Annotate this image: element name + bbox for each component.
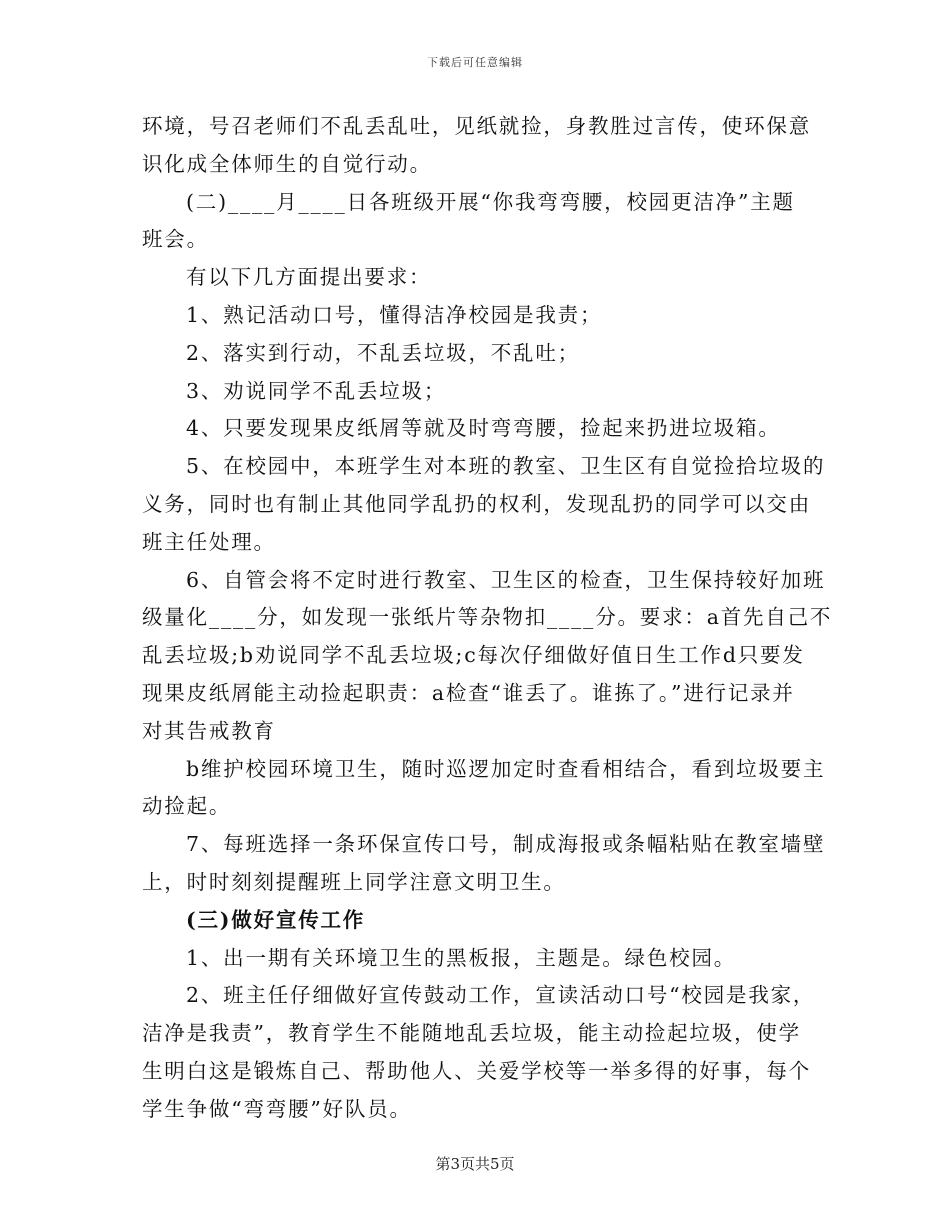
list-item: 2、落实到行动，不乱丢垃圾，不乱吐； <box>186 340 580 365</box>
page-footer: 第3页共5页 <box>435 1155 515 1173</box>
text-line: 义务，同时也有制止其他同学乱扔的权利，发现乱扔的同学可以交由 <box>142 491 811 516</box>
text-line: 级量化____分，如发现一张纸片等杂物扣____分。要求：a首先自己不 <box>142 605 833 630</box>
text-line: 现果皮纸屑能主动捡起职责：a检查“谁丢了。谁拣了。”进行记录并 <box>142 680 795 705</box>
text-line: (二)____月____日各班级开展“你我弯弯腰，校园更洁净”主题 <box>186 189 795 214</box>
text-line: 识化成全体师生的自觉行动。 <box>142 151 432 176</box>
text-line: 乱丢垃圾;b劝说同学不乱丢垃圾;c每次仔细做好值日生工作d只要发 <box>142 643 805 668</box>
list-item: 4、只要发现果皮纸屑等就及时弯弯腰，捡起来扔进垃圾箱。 <box>186 416 781 441</box>
text-line: 洁净是我责”，教育学生不能随地乱丢垃圾，能主动捡起垃圾，使学 <box>142 1021 801 1046</box>
text-line: 环境，号召老师们不乱丢乱吐，见纸就捡，身教胜过言传，使环保意 <box>142 114 811 138</box>
text-line: 生明白这是锻炼自己、帮助他人、关爱学校等一举多得的好事，每个 <box>142 1058 811 1083</box>
text-line: 班主任处理。 <box>142 529 276 554</box>
text-line: 有以下几方面提出要求： <box>186 265 432 290</box>
text-line: b维护校园环境卫生，随时巡逻加定时查看相结合，看到垃圾要主 <box>186 756 826 781</box>
text-line: 班会。 <box>142 227 209 252</box>
list-item: 1、出一期有关环境卫生的黑板报，主题是。绿色校园。 <box>186 945 737 970</box>
list-item: 2、班主任仔细做好宣传鼓动工作，宣读活动口号“校园是我家， <box>186 983 816 1008</box>
document-body <box>142 108 833 1129</box>
text-line: 动捡起。 <box>142 794 232 819</box>
text-line: 对其告戒教育 <box>142 718 276 743</box>
text-line: 学生争做“弯弯腰”好队员。 <box>142 1096 412 1121</box>
list-item: 1、熟记活动口号，懂得洁净校园是我责； <box>186 302 603 327</box>
section-heading: (三)做好宣传工作 <box>186 907 366 932</box>
list-item: 7、每班选择一条环保宣传口号，制成海报或条幅粘贴在教室墙壁 <box>186 832 826 857</box>
page-header: 下载后可任意编辑 <box>427 56 523 69</box>
list-item: 3、劝说同学不乱丢垃圾； <box>186 378 447 403</box>
list-item: 6、自管会将不定时进行教室、卫生区的检查，卫生保持较好加班 <box>186 567 826 592</box>
list-item: 5、在校园中，本班学生对本班的教室、卫生区有自觉捡拾垃圾的 <box>186 454 826 479</box>
text-line: 上，时时刻刻提醒班上同学注意文明卫生。 <box>142 869 566 894</box>
